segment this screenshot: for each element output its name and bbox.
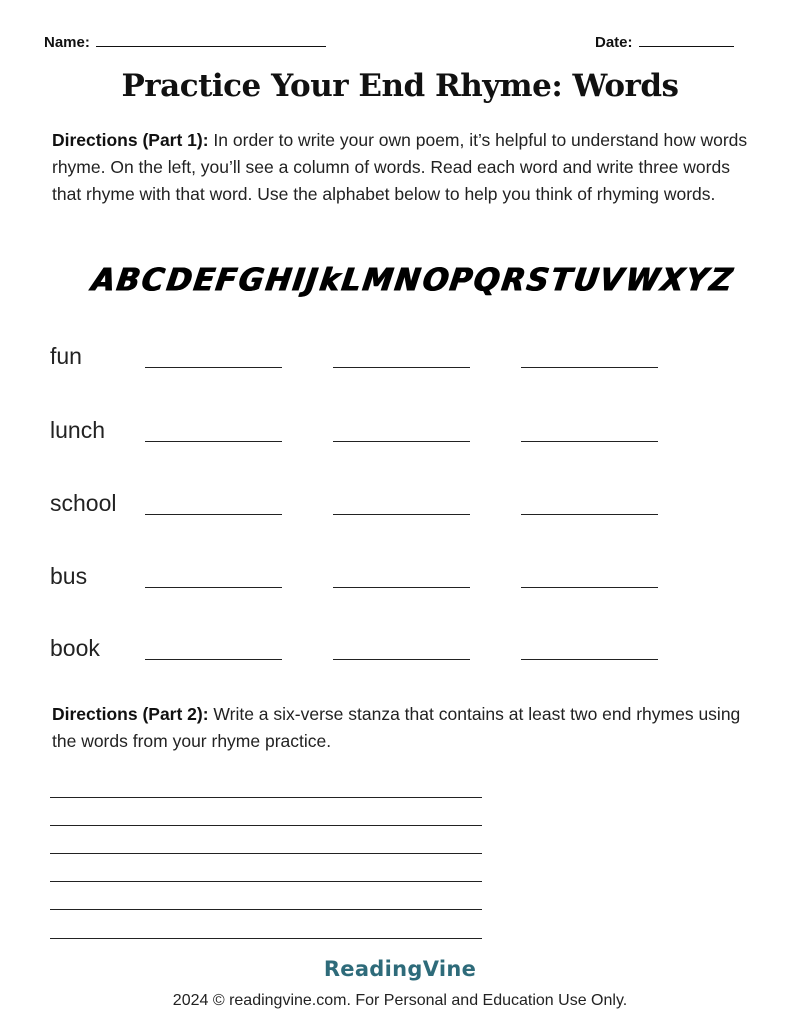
rhyme-answer-blank[interactable] xyxy=(333,514,470,515)
alphabet-letter: G xyxy=(236,261,267,299)
alphabet-letter: U xyxy=(571,261,601,299)
alphabet-letter: k xyxy=(317,261,343,299)
directions-part-2-text: Write a six-verse stanza that contains at least two end rhymes using the words from your rhyme practice. xyxy=(52,704,741,751)
rhyme-answer-blank[interactable] xyxy=(521,659,658,660)
alphabet-letter: C xyxy=(139,261,168,299)
alphabet-letter: L xyxy=(339,261,364,299)
alphabet-letter: F xyxy=(213,261,240,299)
stanza-line[interactable] xyxy=(50,881,482,882)
rhyme-answer-blank[interactable] xyxy=(145,514,282,515)
brand-logo: ReadingVine xyxy=(323,957,477,981)
directions-part-1 xyxy=(52,127,762,208)
rhyme-answer-blank[interactable] xyxy=(145,367,282,368)
rhyme-answer-blank[interactable] xyxy=(333,659,470,660)
alphabet-letter: Z xyxy=(707,261,735,299)
alphabet-letter: J xyxy=(303,261,321,299)
alphabet-letter: T xyxy=(548,261,575,299)
worksheet-title: Practice Your End Rhyme: Words xyxy=(121,68,679,104)
rhyme-answer-blank[interactable] xyxy=(145,441,282,442)
directions-part-1-label: Directions (Part 1): xyxy=(52,130,209,150)
rhyme-word: fun xyxy=(50,343,82,369)
alphabet-letter: R xyxy=(499,261,528,299)
name-input-line[interactable] xyxy=(96,32,326,47)
alphabet-letter: W xyxy=(623,261,662,299)
alphabet-letter: A xyxy=(89,261,118,299)
rhyme-answer-blank[interactable] xyxy=(521,514,658,515)
stanza-line[interactable] xyxy=(50,853,482,854)
rhyme-row xyxy=(50,635,690,675)
stanza-line[interactable] xyxy=(50,909,482,910)
rhyme-word: school xyxy=(50,490,117,516)
alphabet-letter: V xyxy=(597,261,627,299)
alphabet-letter: O xyxy=(419,261,451,299)
directions-part-2-label: Directions (Part 2): xyxy=(52,704,209,724)
alphabet-letter: S xyxy=(524,261,552,299)
rhyme-word: lunch xyxy=(50,417,105,443)
alphabet-strip xyxy=(89,258,735,302)
alphabet-letter: D xyxy=(164,261,195,299)
date-field xyxy=(595,32,734,51)
stanza-line[interactable] xyxy=(50,938,482,939)
worksheet-header xyxy=(44,32,744,54)
rhyme-row xyxy=(50,563,690,603)
alphabet-letter: Q xyxy=(471,261,503,299)
alphabet-letter: M xyxy=(360,261,396,299)
stanza-line[interactable] xyxy=(50,797,482,798)
alphabet-letter: P xyxy=(447,261,475,299)
copyright-footer: 2024 © readingvine.com. For Personal and Education Use Only. xyxy=(172,992,628,1009)
rhyme-answer-blank[interactable] xyxy=(521,441,658,442)
alphabet-letter: H xyxy=(263,261,294,299)
rhyme-answer-blank[interactable] xyxy=(333,441,470,442)
name-field xyxy=(44,32,326,51)
rhyme-answer-blank[interactable] xyxy=(333,587,470,588)
alphabet-letter: X xyxy=(658,261,687,299)
directions-part-2 xyxy=(52,701,762,755)
rhyme-answer-blank[interactable] xyxy=(521,367,658,368)
rhyme-row xyxy=(50,417,690,457)
rhyme-row xyxy=(50,343,690,383)
rhyme-answer-blank[interactable] xyxy=(521,587,658,588)
rhyme-answer-blank[interactable] xyxy=(145,587,282,588)
stanza-line[interactable] xyxy=(50,825,482,826)
alphabet-letter: E xyxy=(191,261,217,299)
rhyme-answer-blank[interactable] xyxy=(145,659,282,660)
date-label: Date: xyxy=(595,34,633,51)
alphabet-letter: N xyxy=(392,261,423,299)
alphabet-letter: B xyxy=(114,261,143,299)
rhyme-answer-blank[interactable] xyxy=(333,367,470,368)
directions-part-1-text: In order to write your own poem, it’s helpful to understand how words rhyme. On the left, you’ll see a column of words. Read each word and write three words that rhyme with that word. Use the alphabet below to help you think of rhyming words. xyxy=(52,130,748,204)
alphabet-letter: Y xyxy=(683,261,711,299)
name-label: Name: xyxy=(44,34,90,51)
rhyme-word: bus xyxy=(50,563,88,589)
rhyme-word: book xyxy=(50,635,100,661)
alphabet-letter: I xyxy=(290,261,307,299)
date-input-line[interactable] xyxy=(639,32,734,47)
rhyme-row xyxy=(50,490,690,530)
